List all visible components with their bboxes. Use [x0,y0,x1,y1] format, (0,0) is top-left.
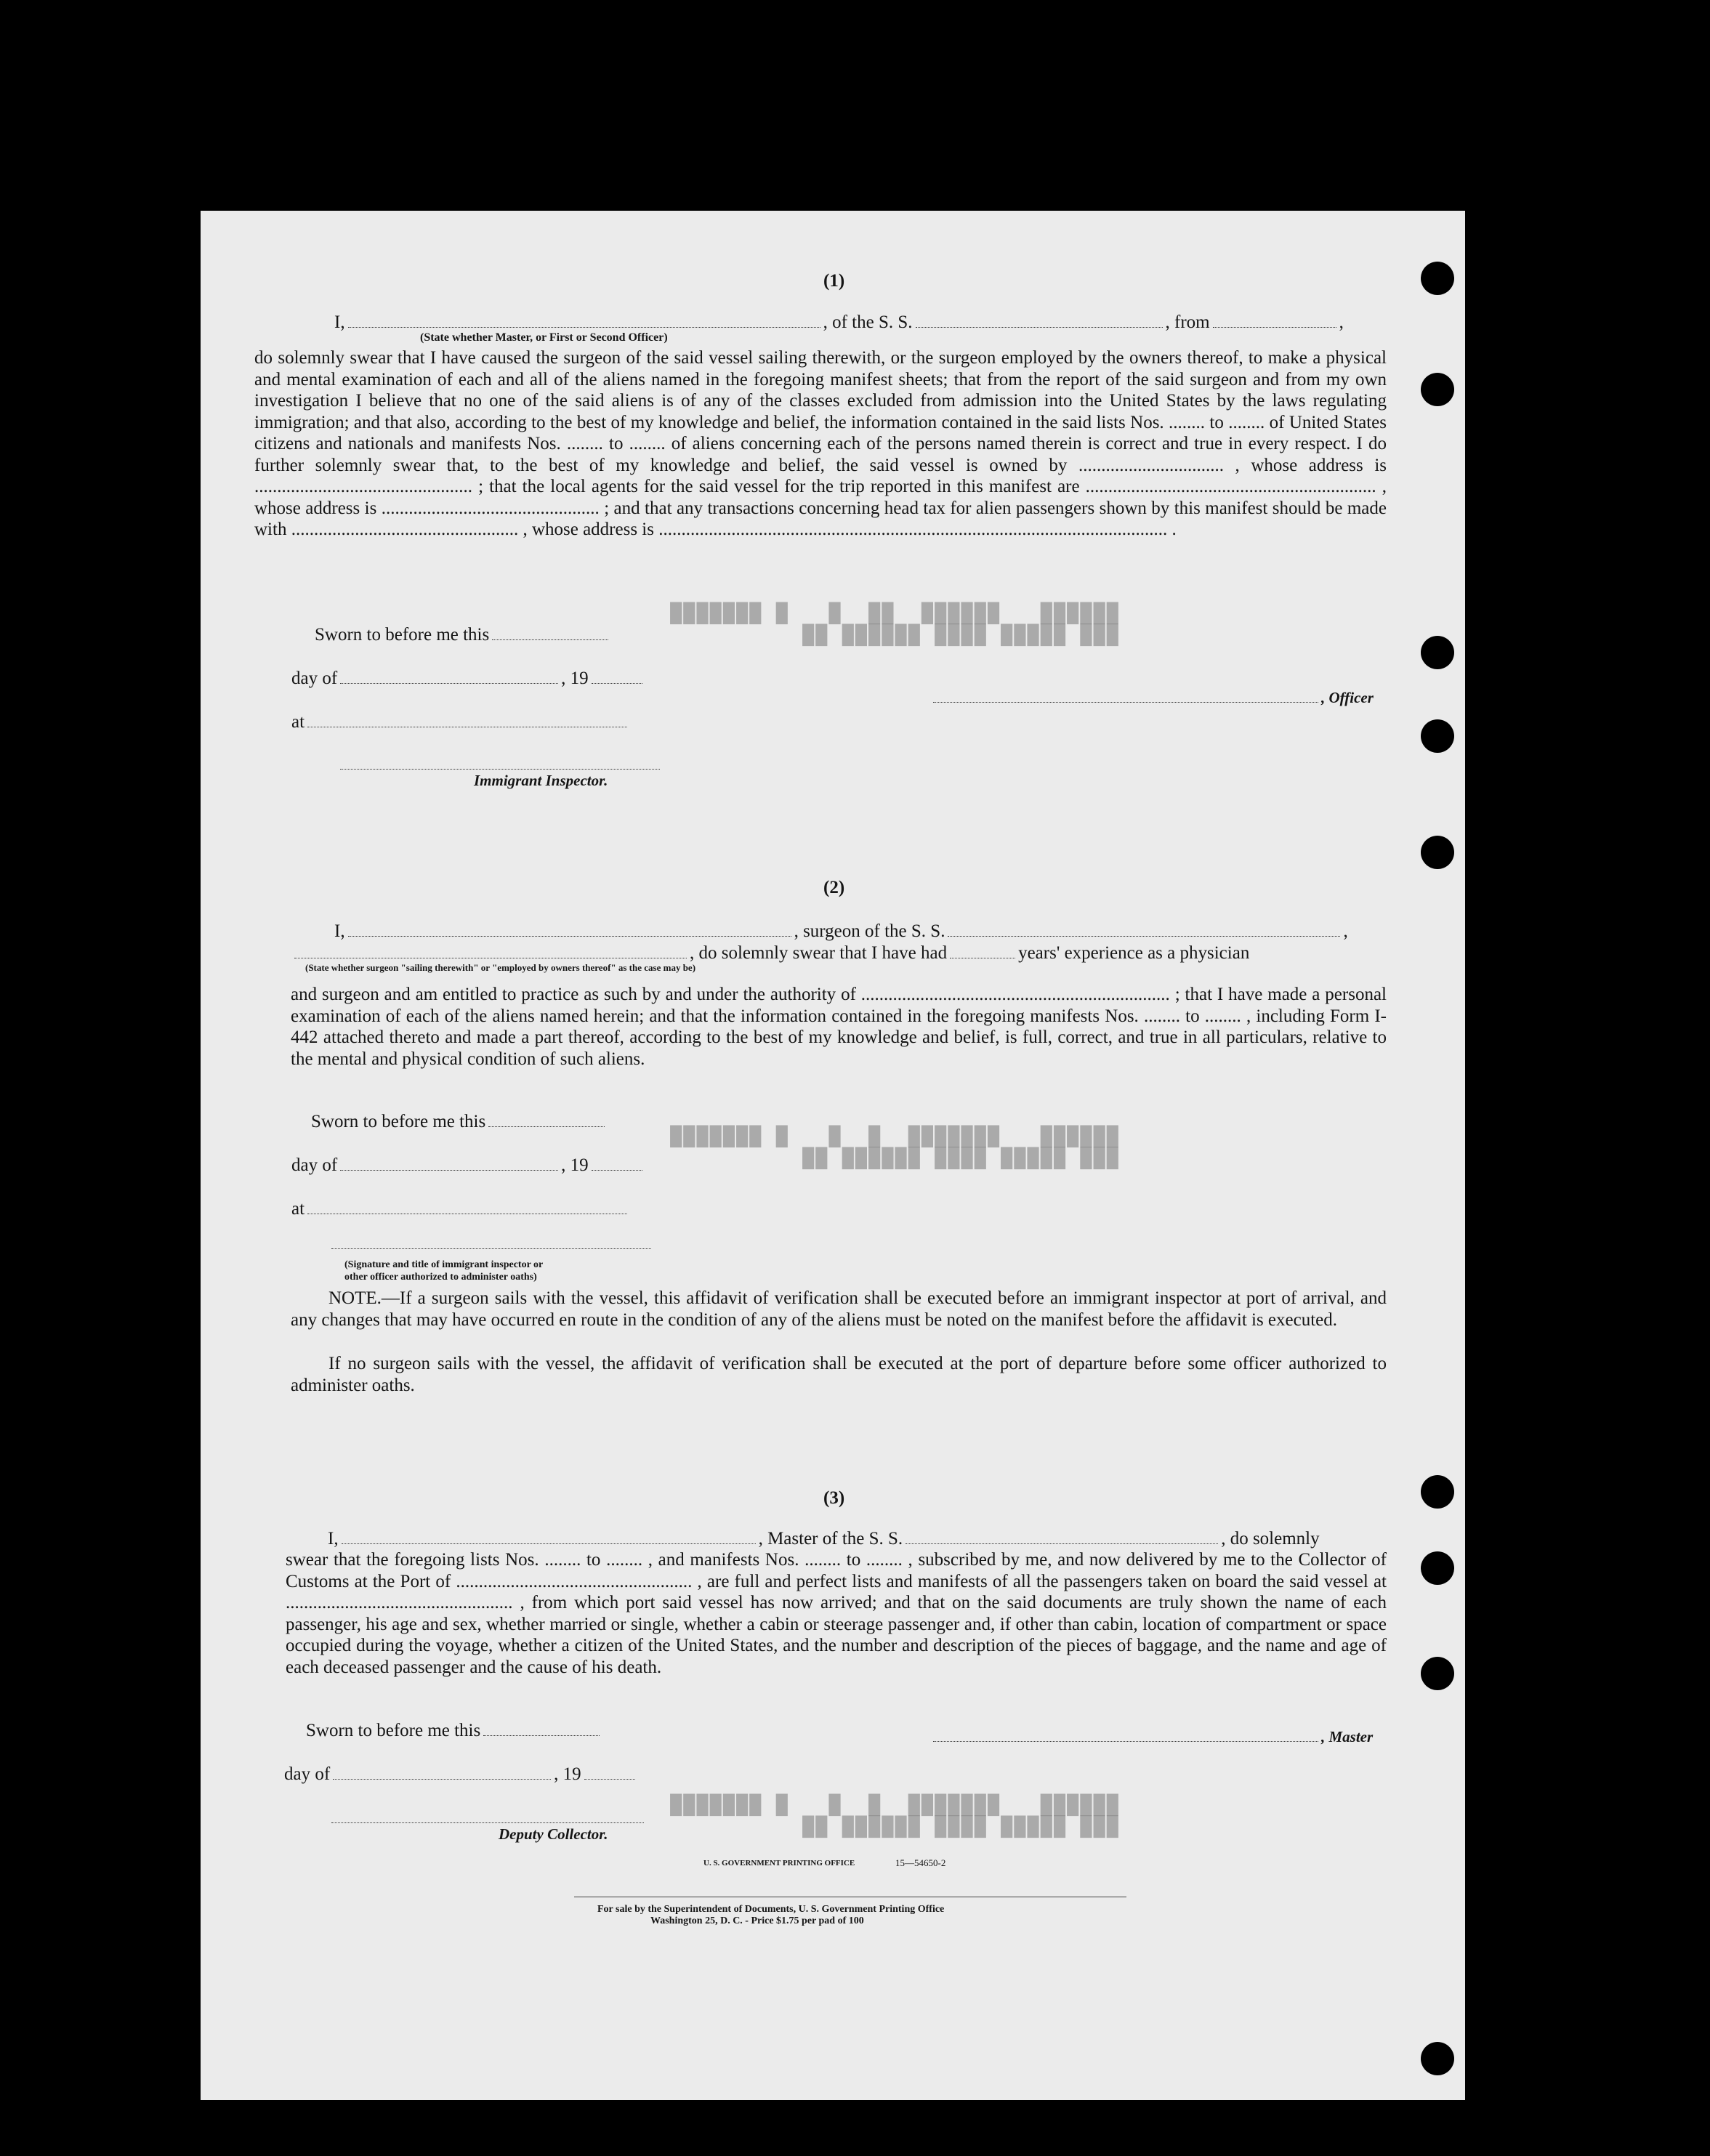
section-2-years-line [291,943,1249,964]
month-field[interactable] [340,1169,558,1171]
section-2-number: (2) [823,878,845,897]
collector-signature-line[interactable] [331,1822,644,1823]
year-field[interactable] [584,1778,635,1780]
text: at [291,1199,305,1219]
punch-hole [1421,1657,1454,1690]
sworn-line [315,625,611,645]
sale-notice-2: Washington 25, D. C. - Price $1.75 per pad of 100 [650,1915,864,1926]
text: I, [328,1529,339,1549]
text: day of [291,1155,338,1175]
section-2-caption: (State whether surgeon "sailing therewith" or "employed by owners thereof" as the case may be) [305,962,696,973]
text: , [1339,312,1344,332]
examiner-signature-line[interactable] [331,1248,651,1249]
vessel-name-field[interactable] [916,326,1163,328]
place-field[interactable] [307,726,627,727]
bleed-through-block: ██████ ██████ ██ █ █ ███████ ███ █████ ████ ██████ ██ [669,603,1118,647]
officer-line [930,689,1374,707]
years-field[interactable] [950,957,1015,958]
text: , do solemnly swear that I have had [690,943,948,963]
sale-notice-1: For sale by the Superintendent of Documents, U. S. Government Printing Office [597,1904,945,1915]
month-field[interactable] [333,1778,551,1780]
master-name-field[interactable] [342,1543,756,1544]
surgeon-type-field[interactable] [294,957,687,958]
section-2-surgeon-line [334,921,1348,942]
text: Sworn to before me this [311,1112,486,1131]
section-3-master-line [328,1529,1320,1549]
gpo-imprint: U. S. GOVERNMENT PRINTING OFFICE [703,1859,855,1868]
text: , Master of the S. S. [758,1529,903,1549]
note-paragraph [291,1288,1387,1331]
text: , [1343,921,1348,941]
form-number: 15—54650-2 [895,1857,946,1868]
section-1-caption: (State whether Master, or First or Second Officer) [420,331,668,344]
vessel-name-field[interactable] [906,1543,1218,1544]
punch-hole [1421,1475,1454,1509]
text: , of the S. S. [823,312,913,332]
departure-port-field[interactable] [1213,326,1336,328]
at-line [291,1199,630,1219]
collector-label: Deputy Collector. [499,1825,608,1843]
day-of-line [284,1764,638,1785]
inspector-signature-line[interactable] [340,769,660,770]
text: , 19 [561,669,589,688]
section-1-number: (1) [823,271,845,291]
bleed-through-block: ██████ ███████ █ █ █ ███████ ███ █████ ████ ██████ ██ [669,1126,1118,1170]
month-field[interactable] [340,682,558,684]
punch-hole [1421,262,1454,295]
master-signature-line [930,1728,1373,1746]
sworn-day-field[interactable] [483,1735,600,1736]
officer-label: , Officer [1321,689,1374,706]
note-text: If no surgeon sails with the vessel, the affidavit of verification shall be executed at the port of departure before some officer authorized to administer oaths. [291,1354,1387,1395]
text: I, [334,921,345,941]
year-field[interactable] [592,682,642,684]
signature-caption-1: (Signature and title of immigrant inspector or [344,1259,544,1270]
inspector-label: Immigrant Inspector. [474,772,608,789]
sworn-line [306,1721,602,1741]
sworn-line [311,1112,608,1132]
text: , from [1165,312,1210,332]
text: day of [284,1764,331,1784]
officer-signature-field[interactable] [933,701,1318,703]
section-3-oath: swear that the foregoing lists Nos. ........ to ........ , and manifests Nos. ........ to ........ , subscribed by me, and now delivered by me to the Collector of Customs at the Port of .................................................... , are full and perfect lists and manifests of all the passengers taken on board the said vessel at .................................................. , from which port said vessel has now arrived; and that on the said documents are truly shown the name of each passenger, his age and sex, whether married or single, whether a cabin or steerage passenger and, if other than cabin, location of compartment or space occupied during the voyage, whether a citizen of the United States, and the number and description of the pieces of baggage, and the name and age of each deceased passenger and the cause of his death. [286,1550,1387,1677]
text: , do solemnly [1221,1529,1320,1549]
text: , 19 [554,1764,581,1784]
sworn-day-field[interactable] [492,639,608,640]
punch-hole [1421,719,1454,753]
day-of-line [291,669,645,689]
vessel-name-field[interactable] [948,935,1340,937]
section-3-number: (3) [823,1488,845,1508]
surgeon-name-field[interactable] [348,935,791,937]
section-1-oath: do solemnly swear that I have caused the surgeon of the said vessel sailing therewith, or the surgeon employed by the owners thereof, to make a physical and mental examination of each and all of the aliens named in the foregoing manifest sheets; that from the report of the said surgeon and from my own investigation I believe that no one of the said aliens is of any of the classes excluded from admission into the United States by the laws regulating immigration; and that also, according to the best of my knowledge and belief, the information contained in the said lists Nos. ........ to ........ of United States citizens and nationals and manifests Nos. ........ to ........ of aliens concerning each of the persons named therein is correct and true in every respect. I do further solemnly swear that, to the best of my knowledge and belief, the said vessel is owned by ................................ , whose address is ................................................ ; that the local agents for the said vessel for the trip reported in this manifest are ................................................................ , whose address is ................................................ ; and that any transactions concerning head tax for alien passengers shown by this manifest should be made with .................................................. , whose address is ................................................................................................................ . [254,348,1387,539]
punch-hole [1421,1551,1454,1585]
section-1-master-line [334,312,1344,333]
bleed-through-block: ██████ ███████ █ █ █ ███████ ███ █████ ████ ██████ ██ [669,1795,1118,1838]
punch-hole [1421,2042,1454,2075]
text: Sworn to before me this [306,1721,481,1740]
text: day of [291,669,338,688]
sworn-day-field[interactable] [488,1126,605,1127]
section-2-oath: and surgeon and am entitled to practice as such by and under the authority of .................................................................... ; that I have made a personal examination of each of the aliens named herein; and that the information contained in the foregoing manifests Nos. ........ to ........ , including Form I-442 attached thereto and made a part thereof, according to the best of my knowledge and belief, is full, correct, and true in all particulars, relative to the mental and physical condition of such aliens. [291,985,1387,1069]
note-paragraph-2 [291,1353,1387,1396]
text: I, [334,312,345,332]
text: years' experience as a physician [1018,943,1250,963]
text: Sworn to before me this [315,625,490,645]
master-signature-field[interactable] [933,1740,1318,1742]
note-text: —If a surgeon sails with the vessel, this affidavit of verification shall be executed before an immigrant inspector at port of arrival, and any changes that may have occurred en route in the condition of any of the aliens must be noted on the manifest before the affidavit is executed. [291,1288,1387,1330]
day-of-line [291,1155,645,1176]
punch-hole [1421,373,1454,406]
signature-caption-2: other officer authorized to administer oaths) [344,1272,537,1283]
text: , surgeon of the S. S. [794,921,945,941]
punch-hole [1421,636,1454,669]
master-label: , Master [1321,1728,1374,1745]
punch-hole [1421,836,1454,869]
place-field[interactable] [307,1213,627,1214]
text: at [291,712,305,732]
year-field[interactable] [592,1169,642,1171]
note-label: NOTE. [328,1288,382,1308]
officer-name-field[interactable] [348,326,820,328]
at-line [291,712,630,732]
text: , 19 [561,1155,589,1175]
